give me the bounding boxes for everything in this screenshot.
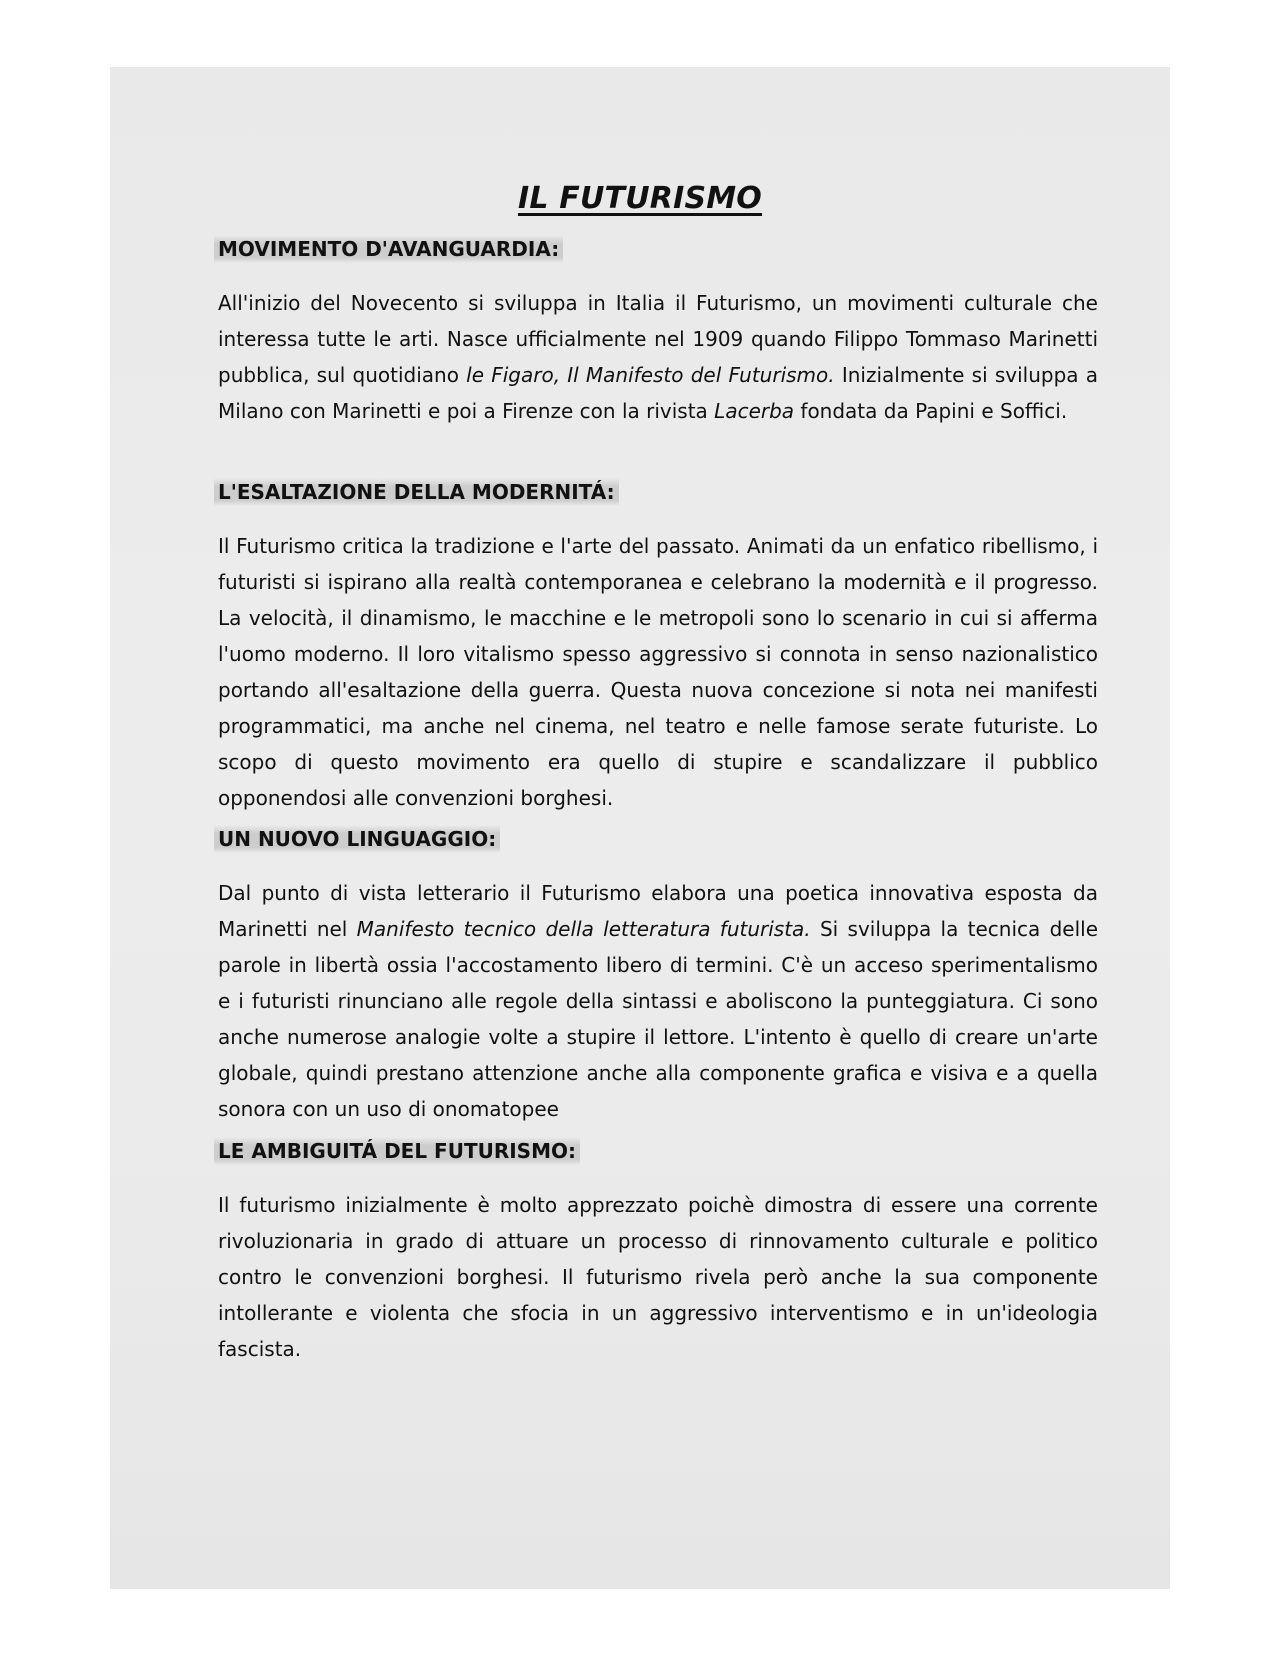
document-page [110,67,1170,1589]
text-run: Il Futurismo critica la tradizione e l'arte del passato. Animati da un enfatico ribellismo, i futuristi si ispirano alla realtà contemporanea e celebrano la modernità e il progresso. La velocità, il dinamismo, le macchine e le metropoli sono lo scenario in cui si afferma l'uomo moderno. Il loro vitalismo spesso aggressivo si connota in senso nazionalistico portando all'esaltazione della guerra. Questa nuova concezione si nota nei manifesti programmatici, ma anche nel cinema, nel teatro e nelle famose serate futuriste. Lo scopo di questo movimento era quello di stupire e scandalizzare il pubblico opponendosi alle convenzioni borghesi. [218,534,1098,810]
text-run: All'inizio del Novecento si sviluppa in Italia il Futurismo, un movimenti culturale che interessa tutte le arti. Nasce ufficialmente nel 1909 quando Filippo Tommaso Marinetti pubblica, sul quotidiano [218,291,1098,387]
section-heading-modernita: L'ESALTAZIONE DELLA MODERNITÁ: [214,478,619,506]
text-run: Si sviluppa la tecnica delle parole in libertà ossia l'accostamento libero di termini. C'è un acceso sperimentalismo e i futuristi rinunciano alle regole della sintassi e aboliscono la punteggiatura. Ci sono anche numerose analogie volte a stupire il lettore. L'intento è quello di creare un'arte globale, quindi prestano attenzione anche alla componente grafica e visiva e a quella sonora con un uso di onomatopee [218,917,1098,1121]
text-run: Il futurismo inizialmente è molto apprezzato poichè dimostra di essere una corrente rivoluzionaria in grado di attuare un processo di rinnovamento culturale e politico contro le convenzioni borghesi. Il futurismo rivela però anche la sua componente intollerante e violenta che sfocia in un aggressivo interventismo e in un'ideologia fascista. [218,1193,1098,1361]
text-run-italic: Manifesto tecnico della letteratura futurista. [356,917,811,941]
section-heading-ambiguita: LE AMBIGUITÁ DEL FUTURISMO: [214,1137,580,1165]
section-heading-avanguardia: MOVIMENTO D'AVANGUARDIA: [214,235,563,263]
text-run: fondata da Papini e Soffici. [794,399,1068,423]
text-run-italic: Lacerba [714,399,795,423]
text-run: Inizialmente si sviluppa a Milano con Marinetti e poi a Firenze con la rivista [218,363,1098,423]
text-run-italic: le Figaro, Il Manifesto del Futurismo. [466,363,835,387]
page-title: IL FUTURISMO [517,181,763,216]
section-text-ambiguita [218,1187,1098,1367]
section-text-linguaggio [218,875,1098,1127]
text-run: Dal punto di vista letterario il Futurismo elabora una poetica innovativa esposta da Marinetti nel [218,881,1098,941]
section-heading-linguaggio: UN NUOVO LINGUAGGIO: [214,825,500,853]
section-text-avanguardia [218,285,1098,429]
section-text-modernita [218,528,1098,816]
